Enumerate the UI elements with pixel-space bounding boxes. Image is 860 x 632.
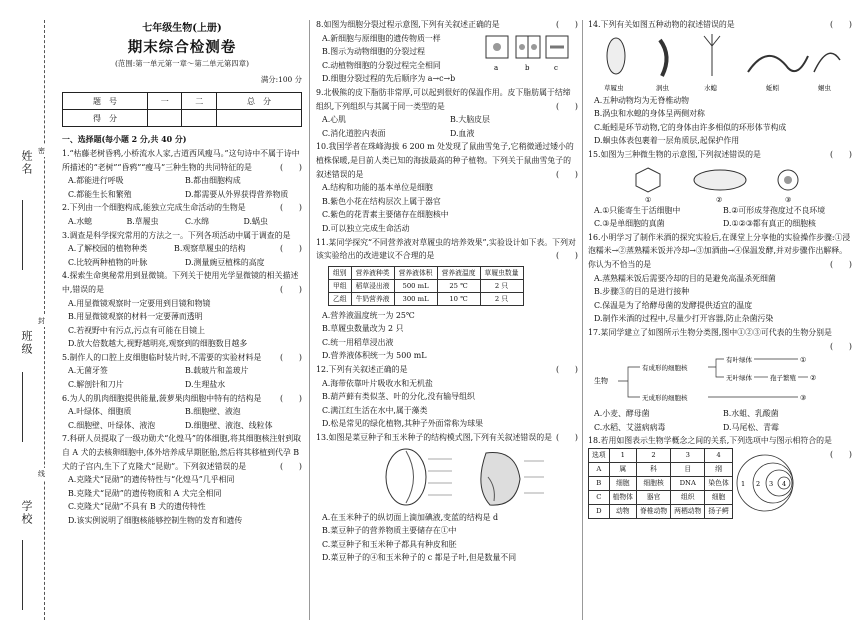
answer-paren[interactable]: ( ) — [280, 284, 302, 294]
option-b: B.步骤③的目的是进行接种 — [594, 287, 690, 297]
option-a: A.都能进行呼吸 — [68, 176, 124, 186]
figure-label-a: a — [494, 64, 499, 72]
option-a: A.新细胞与原细胞的遗传物质一样 — [322, 33, 441, 43]
question-9 — [316, 86, 578, 140]
table-cell: B — [589, 476, 610, 490]
column-1 — [62, 18, 302, 624]
school-field[interactable] — [22, 540, 23, 610]
option-b: B.葫芦藓有类似茎、叶的分化,没有输导组织 — [322, 392, 475, 402]
circle-label: 2 — [755, 480, 760, 489]
option-b: B.都由细胞构成 — [185, 176, 241, 186]
question-stem: 14.下列有关如图五种动物的叙述错误的是 — [588, 20, 735, 29]
table-row — [329, 279, 524, 292]
answer-paren[interactable]: ( ) — [830, 20, 852, 29]
question-15 — [588, 148, 852, 231]
circle-label: 3 — [768, 480, 773, 489]
table-cell: 2 只 — [480, 279, 523, 292]
option-b: B.水蛆、乳酸菌 — [723, 409, 779, 419]
option-d: D.①②③都有真正的细胞核 — [723, 219, 816, 229]
option-d: D.菜豆种子的④和玉米种子的 c 都是子叶,但是数量不同 — [322, 553, 517, 563]
answer-paren[interactable]: ( ) — [556, 20, 578, 29]
question-6 — [62, 392, 302, 433]
answer-paren[interactable]: ( ) — [280, 352, 302, 362]
answer-paren[interactable]: ( ) — [280, 461, 302, 471]
option-c: C.③是单细胞的真菌 — [594, 219, 665, 229]
score-header: 一 — [147, 93, 182, 110]
score-header: 二 — [182, 93, 217, 110]
tree-leaf: ③ — [800, 394, 807, 403]
option-c: C.克隆犬“昆勋”不具有 B 犬的遗传特性 — [68, 502, 206, 512]
table-row — [589, 476, 733, 490]
option-c: C.比较两种植物的叶脉 — [68, 257, 148, 267]
nested-circles-figure — [733, 452, 823, 514]
answer-paren[interactable]: ( ) — [830, 449, 852, 459]
table-row — [329, 292, 524, 305]
option-d: D.生理盐水 — [185, 380, 226, 390]
answer-paren[interactable]: ( ) — [830, 259, 852, 269]
tree-leaf: ① — [800, 356, 807, 365]
option-c: C.若视野中有污点,污点有可能在目镜上 — [68, 325, 206, 335]
figure-label-c: c — [554, 64, 558, 72]
tree-node: 孢子繁殖 — [770, 374, 796, 383]
answer-paren[interactable]: ( ) — [280, 244, 302, 254]
option-d: D.细胞分裂过程的先后顺序为 a→c→b — [322, 74, 456, 84]
table-cell: 2 只 — [480, 292, 523, 305]
table-header: 营养液温度 — [437, 266, 480, 279]
option-b: B.载玻片和盖玻片 — [185, 366, 249, 376]
option-d: D.可以独立完成生命活动 — [322, 223, 410, 233]
animal-label: 草履虫 — [604, 83, 624, 92]
question-17 — [588, 326, 852, 434]
table-cell: 甲组 — [329, 279, 352, 292]
score-cell[interactable] — [147, 110, 182, 127]
question-stem: 5.制作人的口腔上皮细胞临时装片时,不需要的实验材料是 — [62, 352, 262, 362]
question-stem: 17.某同学建立了如图所示生物分类图,图中①②③可代表的生物分别是 — [588, 327, 832, 337]
table-cell: D — [589, 504, 610, 518]
section-heading: 一、选择题(每小题 2 分,共 40 分) — [62, 135, 187, 145]
question-1 — [62, 147, 302, 201]
option-c: C.水绵 — [185, 216, 210, 226]
option-c: C.解剖针和刀片 — [68, 380, 124, 390]
option-a: A.五种动物均为无脊椎动物 — [594, 95, 690, 105]
tree-root: 生物 — [594, 377, 608, 386]
option-b: B.紫色小花在结构层次上属于器官 — [322, 196, 441, 206]
table-cell: 科 — [636, 462, 670, 476]
table-header: 营养液种类 — [351, 266, 394, 279]
score-cell[interactable] — [217, 110, 302, 127]
question-stem: 18.若用如图表示生物学概念之间的关系,下列选项中与图示相符合的是 — [588, 436, 832, 446]
table-cell: 组织 — [671, 490, 705, 504]
question-stem: 15.如图为三种微生物的示意图,下列叙述错误的是 — [588, 149, 761, 159]
option-a: A.了解校园的植物种类 — [68, 244, 148, 254]
table-cell: 两栖动物 — [671, 504, 705, 518]
question-7 — [62, 432, 302, 527]
question-stem: 11.某同学探究“不同营养液对草履虫的培养效果”,实验设计如下表。下列对该实验给出的改进建议不合理的是 — [316, 237, 576, 261]
experiment-table — [328, 266, 524, 306]
classification-tree-figure — [588, 353, 838, 407]
option-a: A.蒸熟糯米饭后需要冷却的目的是避免高温杀死细菌 — [594, 273, 776, 283]
table-cell: 细胞 — [705, 490, 732, 504]
option-d: D.制作米酒的过程中,尽量少打开容器,防止杂菌污染 — [594, 314, 774, 324]
table-cell: 乙组 — [329, 292, 352, 305]
option-a: A.无菌牙签 — [68, 366, 108, 376]
tree-leaf: ② — [810, 374, 817, 383]
option-c: C.细胞壁、叶绿体、液泡 — [68, 420, 156, 430]
option-c: C.统一用稻草浸出液 — [322, 337, 394, 347]
table-header: 组别 — [329, 266, 352, 279]
microbe-label: ① — [645, 195, 652, 204]
option-b: B.菜豆种子的营养物质主要储存在①中 — [322, 526, 457, 536]
exam-title: 期末综合检测卷 — [127, 38, 237, 56]
question-11 — [316, 236, 578, 364]
question-stem: 8.如图为细胞分裂过程示意图,下列有关叙述正确的是 — [316, 20, 500, 29]
table-cell: 扬子鳄 — [705, 504, 732, 518]
question-stem: 7.科研人员提取了一级功勋犬“化煌马”的体细胞,将其细胞核注射到取自 A 犬的去核卵细胞中,体外培养成早期胚胎,然后将其移植到代孕 B 犬的子宫内,生下了克隆犬“昆勋”。下列叙述错误的是 — [62, 434, 302, 471]
option-a: A.水螅 — [68, 216, 92, 226]
option-a: A.在玉米种子的纵切面上滴加碘液,变蓝的结构是 d — [322, 512, 499, 522]
table-row — [589, 462, 733, 476]
question-2 — [62, 201, 302, 228]
answer-paren[interactable]: ( ) — [280, 162, 302, 172]
table-cell: 属 — [609, 462, 636, 476]
full-score: 满分:100 分 — [260, 74, 302, 84]
question-stem: 4.探索生命奥秘常用到显微镜。下列关于使用光学显微镜的相关描述中,错误的是 — [62, 271, 299, 294]
microbe-label: ③ — [785, 195, 792, 204]
table-header: 选项 — [589, 448, 610, 462]
question-5 — [62, 351, 302, 392]
option-a: A.心肌 — [322, 115, 346, 125]
column-2 — [316, 18, 578, 624]
tree-node: 有成形的细胞核 — [642, 364, 688, 373]
name-field[interactable] — [22, 200, 23, 270]
question-14 — [588, 18, 852, 148]
table-cell: 500 mL — [394, 279, 437, 292]
option-d: D.马尾松、青霉 — [723, 422, 779, 432]
question-stem: 2.下列由一个细胞构成,能独立完成生命活动的生物是 — [62, 203, 246, 213]
table-cell: A — [589, 462, 610, 476]
table-cell: 动物 — [609, 504, 636, 518]
option-d: D.蜗虫 — [243, 216, 268, 226]
option-b: B.观察草履虫的结构 — [174, 244, 246, 254]
column-divider — [582, 20, 583, 620]
table-cell: 纲 — [705, 462, 732, 476]
option-c: C.菜豆种子和玉米种子都具有种皮和胚 — [322, 539, 457, 549]
circle-label: 1 — [740, 480, 745, 489]
table-cell: 25 ℃ — [437, 279, 480, 292]
answer-paren[interactable]: ( ) — [830, 149, 852, 159]
answer-paren[interactable]: ( ) — [556, 101, 578, 111]
school-label: 学校 — [20, 500, 33, 526]
option-b: B.草履虫数量改为 2 只 — [322, 324, 404, 334]
score-cell[interactable] — [182, 110, 217, 127]
option-a: A.结构和功能的基本单位是细胞 — [322, 183, 433, 193]
option-d: D.该实例说明了细胞核能够控制生物的发育和遗传 — [68, 516, 243, 525]
exam-scope: (范围:第一单元第一章～第二单元第四章) — [115, 59, 249, 69]
question-10 — [316, 140, 578, 235]
seal-mark-mi: 密 — [38, 147, 45, 155]
option-b: B.细胞壁、液泡 — [185, 407, 241, 417]
animal-label: 涡虫 — [656, 83, 669, 92]
option-a: A.克隆犬“昆勋”的遗传特性与“化煌马”几乎相同 — [68, 475, 235, 485]
seal-mark-xian: 线 — [38, 470, 45, 478]
seed-structure-figure — [366, 447, 566, 509]
score-header: 总 分 — [217, 93, 302, 110]
tree-node: 无叶绿体 — [726, 374, 752, 383]
table-cell: 300 mL — [394, 292, 437, 305]
table-cell: DNA — [671, 476, 705, 490]
table-cell: 细胞核 — [636, 476, 670, 490]
table-header: 4 — [705, 448, 732, 462]
option-c: C.水稻、艾滋病病毒 — [594, 422, 666, 432]
animal-label: 蛔虫 — [818, 83, 831, 92]
table-cell: 器官 — [636, 490, 670, 504]
option-b: B.克隆犬“昆勋”的遗传物质和 A 犬完全相同 — [68, 488, 222, 498]
microbes-figure — [628, 162, 828, 204]
question-16 — [588, 231, 852, 326]
option-a: A.叶绿体、细胞质 — [68, 407, 132, 417]
option-d: D.都需要从外界获得营养物质 — [185, 189, 289, 199]
class-label: 班级 — [20, 330, 33, 356]
question-stem: 12.下列有关叙述正确的是 — [316, 365, 408, 375]
table-cell: 植物体 — [609, 490, 636, 504]
option-c: C.都能生长和繁殖 — [68, 189, 132, 199]
figure-label-b: b — [525, 64, 530, 72]
class-field[interactable] — [22, 372, 23, 442]
tree-node: 无成形的细胞核 — [642, 394, 688, 403]
table-cell: C — [589, 490, 610, 504]
option-c: C.满江红生活在水中,属于藻类 — [322, 405, 428, 415]
table-cell: 稻草浸出液 — [351, 279, 394, 292]
name-label: 姓名 — [20, 150, 33, 176]
question-18 — [588, 434, 852, 519]
option-d: D.营养液体积统一为 500 mL — [322, 351, 427, 361]
table-row — [589, 504, 733, 518]
answer-paren[interactable]: ( ) — [556, 433, 578, 443]
table-header: 草履虫数量 — [480, 266, 523, 279]
question-stem: 3.调查是科学探究常用的方法之一。下列各项活动中属于调查的是 — [62, 230, 291, 240]
option-a: A.用显微镜观察时一定要用到目镜和物镜 — [68, 298, 211, 308]
option-d: D.放大倍数越大,视野越明亮,观察到的细胞数目越多 — [68, 339, 248, 349]
option-b: B.草履虫 — [126, 216, 159, 226]
question-12 — [316, 363, 578, 431]
table-cell: 目 — [671, 462, 705, 476]
option-c: C.保温是为了给酵母菌的发酵提供适宜的温度 — [594, 300, 753, 310]
option-b: B.用显微镜观察的材料一定要薄而透明 — [68, 312, 203, 322]
column-divider — [309, 20, 310, 620]
option-d: D.蛔虫体表包裹着一层角质层,起保护作用 — [594, 136, 740, 146]
answer-paren[interactable]: ( ) — [556, 169, 578, 179]
table-header: 1 — [609, 448, 636, 462]
table-header: 营养液体积 — [394, 266, 437, 279]
option-a: A.①只能寄生于活细胞中 — [594, 205, 681, 215]
option-c: C.蚯蚓是环节动物,它的身体由许多相似的环形体节构成 — [594, 122, 787, 132]
table-header: 2 — [636, 448, 670, 462]
options-table — [588, 448, 733, 519]
table-cell: 牛奶营养液 — [351, 292, 394, 305]
option-a: A.小麦、酵母菌 — [594, 409, 650, 419]
question-stem: 16.小明学习了制作米酒的探究实验后,在课堂上分享他的实验操作步骤:①浸泡糯米→②蒸熟糯米饭并冷却→③加酒曲→④保温发酵,并对步骤作出解释。你认为不恰当的是 — [588, 232, 851, 269]
option-c: C.紫色的花青素主要储存在细胞核中 — [322, 210, 449, 220]
tree-node: 有叶绿体 — [726, 356, 752, 365]
circle-label: 4 — [781, 480, 786, 489]
option-b: B.图示为动物细胞的分裂过程 — [322, 47, 425, 57]
score-table — [62, 92, 302, 127]
table-row — [589, 490, 733, 504]
option-d: D.血液 — [450, 128, 475, 138]
option-b: B.②可形成芽孢度过不良环境 — [723, 205, 826, 215]
option-c: C.消化道腔内表面 — [322, 128, 386, 138]
question-stem: 13.如图是菜豆种子和玉米种子的结构模式图,下列有关叙述错误的是 — [316, 433, 552, 443]
cell-division-figure — [484, 32, 572, 76]
question-stem: 6.为人的肌肉细胞提供能量,菠萝果肉细胞中特有的结构是 — [62, 393, 262, 403]
option-d: D.松是常见的绿化植物,其种子外面常称为球果 — [322, 419, 483, 429]
option-b: B.涡虫和水螅的身体呈两侧对称 — [594, 109, 705, 119]
table-header: 3 — [671, 448, 705, 462]
binding-margin — [0, 0, 58, 632]
score-header: 题 号 — [63, 93, 148, 110]
grade-title: 七年级生物(上册) — [142, 23, 222, 34]
question-stem: 9.北极熊的皮下脂肪非常厚,可以起到很好的保温作用。皮下脂肪属于结缔组织,下列组织与其属于同一类型的是 — [316, 87, 571, 111]
answer-paren[interactable]: ( ) — [556, 251, 578, 261]
option-a: A.海带依靠叶片吸收水和无机盐 — [322, 378, 433, 388]
question-4 — [62, 269, 302, 351]
score-row-label: 得 分 — [63, 110, 148, 127]
table-cell: 染色体 — [705, 476, 732, 490]
option-d: D.细胞壁、液泡、线粒体 — [185, 420, 273, 430]
question-3 — [62, 229, 302, 270]
question-8 — [316, 18, 578, 86]
question-stem: 1.“枯藤老树昏鸦,小桥流水人家,古道西风瘦马。”这句诗中不属于诗中所描述的“老树”“昏鸦”“瘦马”三种生物的共同特征的是 — [62, 148, 300, 172]
option-a: A.营养液温度统一为 25℃ — [322, 310, 415, 320]
answer-paren[interactable]: ( ) — [556, 365, 578, 375]
table-cell: 脊椎动物 — [636, 504, 670, 518]
seal-mark-feng: 封 — [38, 317, 45, 325]
answer-paren[interactable]: ( ) — [280, 203, 302, 213]
question-stem: 10.我国学者在珠峰海拔 6 200 m 处发现了鼠曲雪兔子,它稍微通过矮小的植株保暖,是目前人类已知的海拔最高的种子植物。下列关于鼠曲雪兔子的叙述错误的是 — [316, 142, 574, 179]
answer-paren[interactable]: ( ) — [830, 341, 852, 351]
animal-label: 蚯蚓 — [766, 83, 779, 92]
animals-figure — [588, 32, 848, 94]
animal-label: 水螅 — [704, 83, 717, 92]
table-cell: 细胞 — [609, 476, 636, 490]
table-cell: 10 ℃ — [437, 292, 480, 305]
option-b: B.大脑皮层 — [450, 115, 490, 125]
question-13 — [316, 431, 578, 565]
column-3 — [588, 18, 852, 624]
answer-paren[interactable]: ( ) — [280, 393, 302, 403]
microbe-label: ② — [716, 195, 723, 204]
option-d: D.测量豌豆植株的高度 — [185, 257, 265, 267]
option-c: C.动植物细胞的分裂过程完全相同 — [322, 60, 441, 70]
